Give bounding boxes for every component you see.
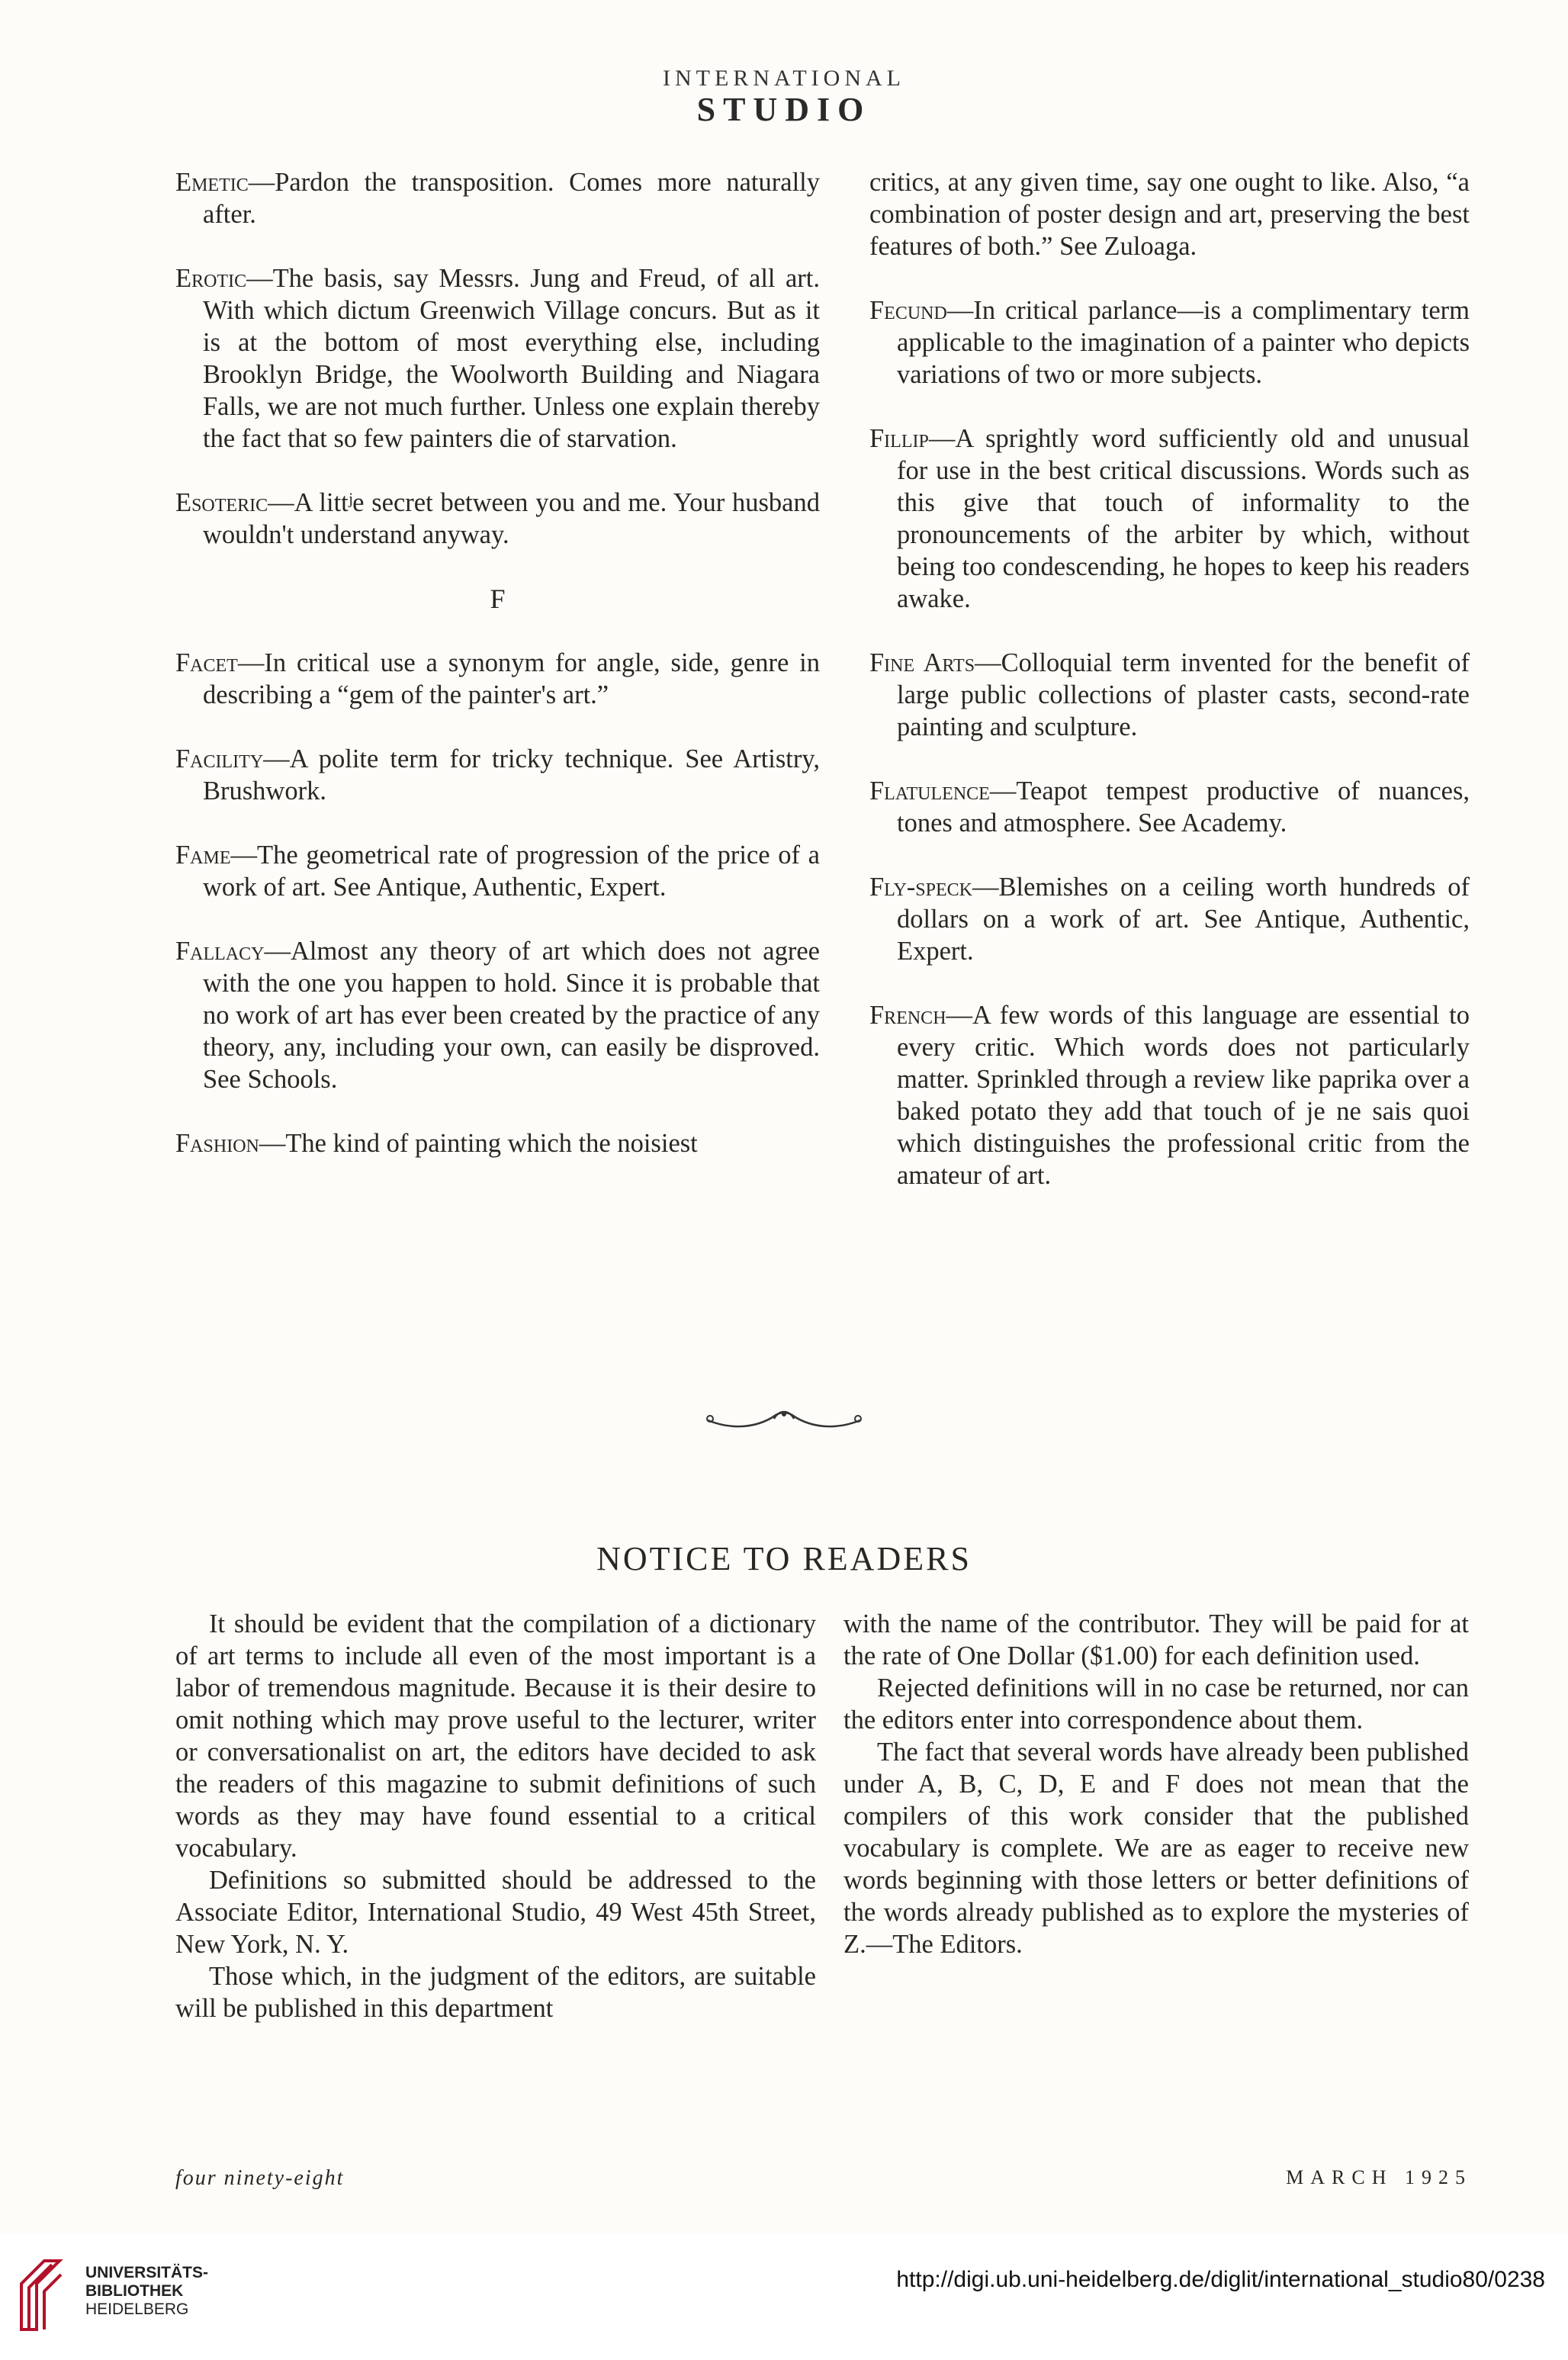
definition-text: —A few words of this language are essential to every critic. Which words does not particularly matter. Sprinkled through a review like paprika over a baked potato they add that touch of je ne sais quoi which distinguishes the professional critic from the amateur of art.: [897, 1001, 1470, 1190]
definition-text: —The basis, say Messrs. Jung and Freud, of all art. With which dictum Greenwich Village concurs. But as it is at the bottom of most everything else, including Brooklyn Bridge, the Woolworth Building and Niagara Falls, we are not much further. Unless one explain thereby the fact that so few painters die of starvation.: [203, 264, 820, 453]
ornament-divider: [0, 1403, 1568, 1438]
definition-text: —Almost any theory of art which does not agree with the one you happen to hold. Since it is probable that no work of art has ever been created by the practice of any theory, any, including your own, can easily be disproved. See Schools.: [203, 937, 820, 1094]
definition-entry: [175, 839, 820, 903]
notice-paragraph: It should be evident that the compilation of a dictionary of art terms to include all even of the most important is a labor of tremendous magnitude. Because it is their desire to omit nothing which may prove useful to the lecturer, writer or conversationalist on art, the editors have decided to ask the readers of this magazine to submit definitions of such words as they may have found essential to a critical vocabulary.: [175, 1609, 816, 1863]
term: Esoteric: [175, 488, 268, 517]
section-letter: F: [490, 584, 506, 614]
term: Fame: [175, 841, 231, 870]
definition-text: —The kind of painting which the noisiest: [259, 1129, 698, 1158]
notice-paragraph: The fact that several words have already been published under A, B, C, D, E and F does not mean that the compilers of this work consider that the published vocabulary is complete. We are as eager to receive new words beginning with those letters or better definitions of the words already published as to explore the mysteries of Z.—The Editors.: [843, 1738, 1469, 1959]
notice-title: NOTICE TO READERS: [596, 1540, 972, 1577]
definition-text: —A polite term for tricky technique. See Artistry, Brushwork.: [203, 744, 820, 805]
definition-entry: [175, 647, 820, 711]
term: Fallacy: [175, 937, 265, 966]
definition-text: —A sprightly word sufficiently old and unusual for use in the best critical discussions. Words such as this give that touch of informality to the pronouncements of the arbiter by which, without being too condescending, he hopes to keep his readers awake.: [897, 424, 1470, 613]
page-number: four ninety-eight: [175, 2166, 345, 2190]
term: Erotic: [175, 264, 247, 293]
definition-entry: [869, 999, 1470, 1191]
masthead-line2: STUDIO: [696, 91, 872, 128]
definition-entry: [175, 487, 820, 551]
definition-text: —Blemishes on a ceiling worth hundreds of dollars on a work of art. See Antique, Authentic, Expert.: [897, 873, 1470, 966]
definition-text: —Pardon the transposition. Comes more naturally after.: [203, 168, 820, 229]
term: Facility: [175, 744, 264, 773]
term: Flatulence: [869, 776, 990, 805]
library-name: [85, 2264, 208, 2319]
masthead: [0, 67, 1568, 130]
definition-entry: [175, 166, 820, 230]
library-name-line1: UNIVERSITÄTS-: [85, 2264, 209, 2281]
definition-text: —In critical use a synonym for angle, side, genre in describing a “gem of the painter's art.”: [203, 648, 820, 709]
source-url-link[interactable]: http://digi.ub.uni-heidelberg.de/diglit/international_studio80/0238: [896, 2267, 1545, 2292]
term: Emetic: [175, 168, 249, 197]
definition-text: —The geometrical rate of progression of the price of a work of art. See Antique, Authentic, Expert.: [203, 841, 820, 902]
library-banner: [0, 2233, 1568, 2360]
term: Facet: [175, 648, 238, 677]
masthead-line1: INTERNATIONAL: [663, 66, 905, 91]
library-logo-icon: [14, 2253, 67, 2337]
definition-text: —In critical parlance—is a complimentary term applicable to the imagination of a painter who depicts variations of two or more subjects.: [897, 296, 1470, 389]
term: French: [869, 1001, 946, 1030]
definition-entry: [175, 262, 820, 455]
definition-entry: [869, 871, 1470, 967]
notice-paragraph: with the name of the contributor. They will be paid for at the rate of One Dollar ($1.00) for each definition used.: [843, 1609, 1469, 1670]
definition-text: —A littʲe secret between you and me. Your husband wouldn't understand anyway.: [203, 488, 820, 549]
definition-entry: [175, 1127, 820, 1159]
definition-text: —Teapot tempest productive of nuances, tones and atmosphere. See Academy.: [897, 776, 1470, 838]
term: Fecund: [869, 296, 947, 325]
definition-entry: [869, 423, 1470, 615]
notice-paragraph: Those which, in the judgment of the editors, are suitable will be published in this department: [175, 1962, 816, 2023]
notice-paragraph: Definitions so submitted should be addressed to the Associate Editor, International Studio, 49 West 45th Street, New York, N. Y.: [175, 1866, 816, 1959]
right-column-definitions: [869, 166, 1470, 1223]
left-column-definitions: [175, 166, 820, 1191]
library-name-line2: BIBLIOTHEK: [85, 2282, 184, 2300]
continuation-text: critics, at any given time, say one ought to like. Also, “a combination of poster design and art, preserving the best features of both.” See Zuloaga.: [869, 168, 1470, 261]
term: Fine Arts: [869, 648, 975, 677]
definition-text: —Colloquial term invented for the benefit of large public collections of plaster casts, second-rate painting and sculpture.: [897, 648, 1470, 741]
issue-date: MARCH 1925: [1286, 2166, 1472, 2188]
term: Fashion: [175, 1129, 259, 1158]
ornament-icon: [704, 1403, 864, 1434]
notice-right-column: [843, 1608, 1469, 1960]
definition-entry: [175, 743, 820, 807]
definition-entry: [869, 775, 1470, 839]
notice-left-column: [175, 1608, 816, 2024]
library-name-line3: HEIDELBERG: [85, 2301, 189, 2318]
definition-entry: [869, 647, 1470, 743]
definition-entry: [869, 294, 1470, 391]
term: Fillip: [869, 424, 929, 453]
notice-paragraph: Rejected definitions will in no case be returned, nor can the editors enter into correspondence about them.: [843, 1674, 1469, 1735]
definition-entry: [175, 935, 820, 1095]
term: Fly-speck: [869, 873, 972, 902]
